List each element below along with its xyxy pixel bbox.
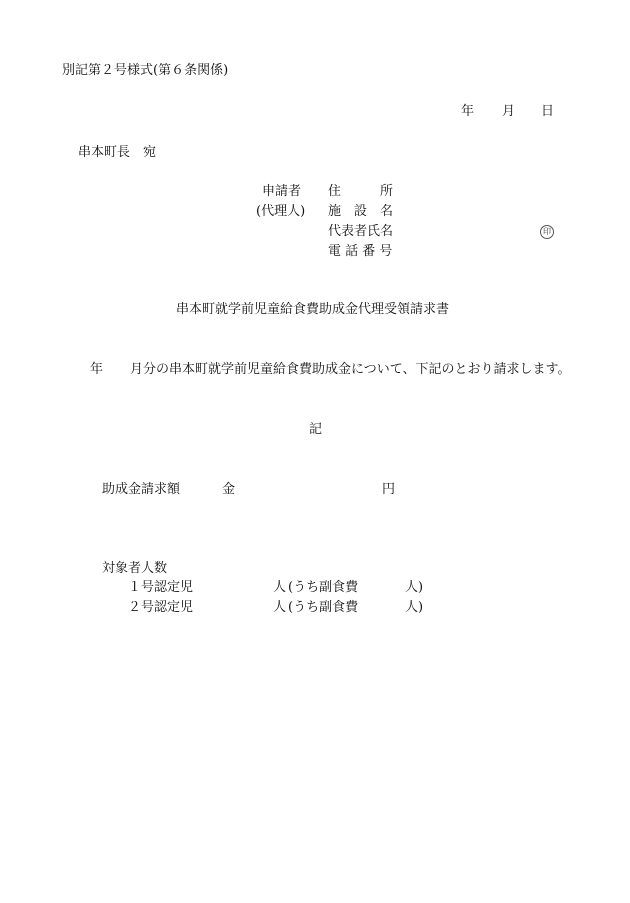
address-label: 住 所 bbox=[328, 184, 394, 199]
date-month-label: 月 bbox=[502, 104, 516, 119]
seal-icon: 印 bbox=[540, 225, 554, 239]
applicant-proxy: (代理人) bbox=[256, 204, 306, 219]
form-label: 別記第２号様式(第６条関係) bbox=[62, 63, 229, 78]
amount-prefix: 金 bbox=[222, 482, 236, 497]
target-row-name: ２号認定児 bbox=[128, 600, 194, 615]
target-row-name: １号認定児 bbox=[128, 580, 194, 595]
date-day-label: 日 bbox=[541, 104, 555, 119]
target-row-sub-unit: 人) bbox=[405, 580, 424, 595]
targets-heading: 対象者人数 bbox=[102, 561, 168, 576]
facility-label: 施 設 名 bbox=[328, 204, 394, 219]
amount-unit: 円 bbox=[382, 482, 396, 497]
body-year-label: 年 bbox=[90, 362, 104, 377]
target-row-sub-label: (うち副食費 bbox=[288, 600, 359, 615]
applicant-role: 申請者 bbox=[262, 184, 302, 199]
target-row-count-unit: 人 bbox=[273, 580, 287, 595]
date-year-label: 年 bbox=[461, 104, 475, 119]
representative-label: 代表者氏名 bbox=[328, 224, 394, 239]
addressee: 串本町長 宛 bbox=[78, 145, 157, 160]
ki-label: 記 bbox=[309, 422, 323, 437]
body-text: 月分の串本町就学前児童給食費助成金について、下記のとおり請求します。 bbox=[130, 362, 571, 377]
document-title: 串本町就学前児童給食費助成金代理受領請求書 bbox=[176, 302, 450, 317]
amount-label: 助成金請求額 bbox=[102, 482, 181, 497]
phone-label: 電 話 番 号 bbox=[328, 244, 393, 259]
target-row-sub-unit: 人) bbox=[405, 600, 424, 615]
target-row-count-unit: 人 bbox=[273, 600, 287, 615]
target-row-sub-label: (うち副食費 bbox=[288, 580, 359, 595]
